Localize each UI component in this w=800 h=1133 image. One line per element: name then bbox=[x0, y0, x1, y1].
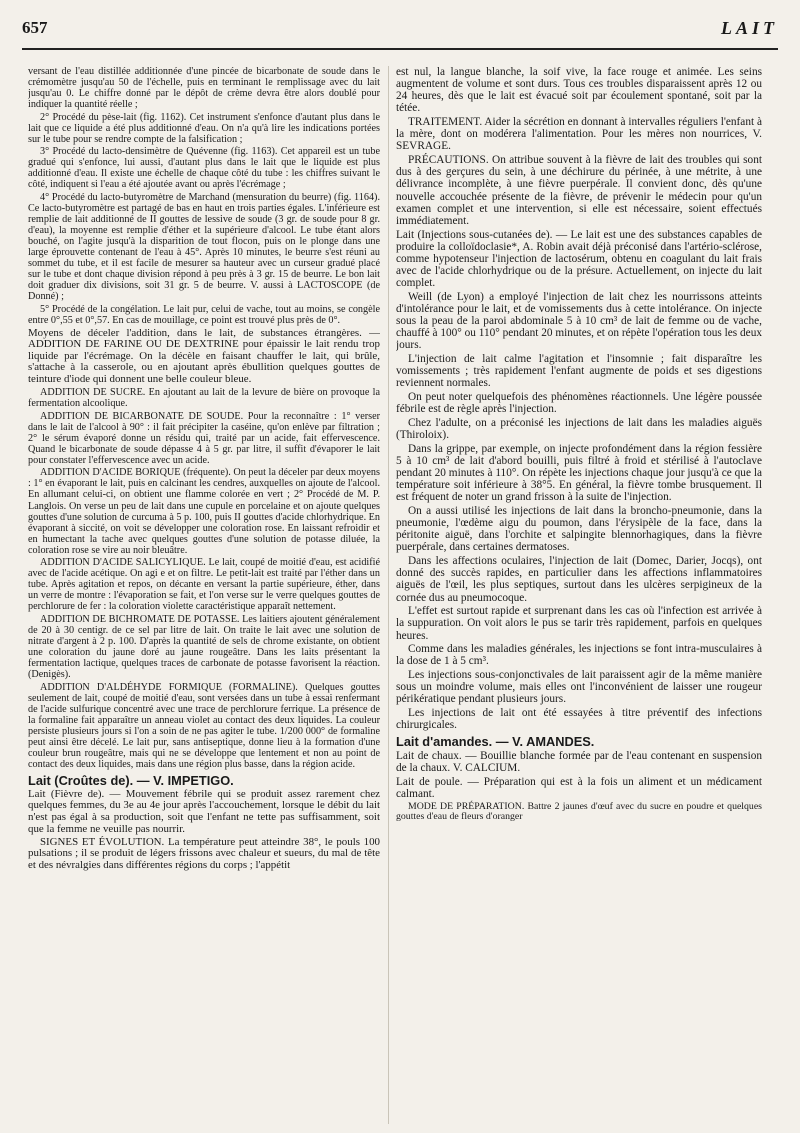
paragraph: ADDITION DE BICARBONATE DE SOUDE. Pour la reconnaître : 1° verser dans le lait de l'alcool à 90° : il fait précipiter la caséine, qu'on enlève par filtration ; 2° le sérum évaporé donne un résidu qui, traité par un acide, fait effervescence. Quand le bicarbonate de soude dépasse 4 à 5 gr. par litre, il suffit d'évaporer le lait pour constater l'effervescence avec un acide. bbox=[28, 410, 380, 466]
paragraph: MODE DE PRÉPARATION. Battre 2 jaunes d'œuf avec du sucre en poudre et quelques gouttes d'eau de fleurs d'oranger bbox=[396, 800, 762, 823]
entry-paragraph: Lait (Fièvre de). — Mouvement fébrile qui se produit assez rarement chez quelques femmes, du 3e au 4e jour après l'accouchement, lorsque le débit du lait n'est pas égal à sa production, soit que l'enfant ne tette pas suffisamment, soit que la femme ne veuille pas nourrir. bbox=[28, 787, 380, 835]
paragraph: PRÉCAUTIONS. On attribue souvent à la fièvre de lait des troubles qui sont dus à des gerçures du sein, à une déchirure du périnée, à une métrite, à une délivrance incomplète, à une fièvre puerpérale. Il convient donc, dès qu'une nouvelle accouchée présente de la fièvre, de prévenir le médecin pour qu'un examen complet et une intervention, si elle est nécessaire, soient effectués immédiatement. bbox=[396, 154, 762, 227]
paragraph: Dans les affections oculaires, l'injection de lait (Domec, Darier, Jocqs), ont donné des succès rapides, en particulier dans les affections inflammatoires aiguës de l'œil, les plus septiques, surtout dans les ulcères serpigineux de la cornée dus au pneumocoque. bbox=[396, 555, 762, 604]
column-divider bbox=[388, 66, 389, 1124]
paragraph: ADDITION DE BICHROMATE DE POTASSE. Les laitiers ajoutent généralement de 20 à 30 centigr. de ce sel par litre de lait. On traite le lait avec une solution de nitrate d'argent à 2 p. 100. D'après la quantité de sels de chrome existante, on obtient une coloration du jaune doré au jaune rougeâtre. Dans les laits présentant la fermentation lactique, quelques traces de carbonate de potasse favorisent la réaction. (Denigès). bbox=[28, 613, 380, 681]
section-heading-paragraph: Moyens de déceler l'addition, dans le lait, de substances étrangères. — ADDITION DE FARINE OU DE DEXTRINE pour épaissir le lait rendu trop liquide par l'écrémage. On la décèle en faisant chauffer le lait, qui brûle, s'attache à la casserole, ou en ajoutant après ébullition quelques gouttes de teinture d'iode qui donnent une belle couleur bleue. bbox=[28, 326, 380, 385]
paragraph: Dans la grippe, par exemple, on injecte profondément dans la région fessière 5 à 10 cm³ de lait d'abord bouilli, puis filtré à froid et stérilisé à l'autoclave pendant 20 minutes à 110°. On répète les injections chaque jour jusqu'à ce que la température soit inférieure à 38°5. En général, la fièvre tombe brusquement. Il est fréquent de noter un grand frisson à la suite de l'injection. bbox=[396, 442, 762, 504]
left-column bbox=[28, 66, 380, 1124]
header-rule bbox=[22, 48, 778, 50]
entry-heading: Lait (Croûtes de). — V. IMPETIGO. bbox=[28, 773, 234, 789]
paragraph: Les injections de lait ont été essayées à titre préventif des infections chirurgicales. bbox=[396, 706, 762, 732]
running-title: LAIT bbox=[720, 18, 778, 38]
paragraph: ADDITION DE SUCRE. En ajoutant au lait de la levure de bière on provoque la fermentation alcoolique. bbox=[28, 387, 380, 410]
entry-paragraph: Lait de poule. — Préparation qui est à la fois un aliment et un médicament calmant. bbox=[396, 775, 762, 800]
paragraph: L'effet est surtout rapide et surprenant dans les cas où l'infection est arrivée à la suppuration. On voit alors le pus se tarir très rapidement, parfois en quelques heures. bbox=[396, 605, 762, 642]
entry-heading: Lait d'amandes. — V. AMANDES. bbox=[396, 734, 595, 750]
paragraph: versant de l'eau distillée additionnée d'une pincée de bicarbonate de soude dans le crémomètre jusqu'au 50 de l'échelle, puis en terminant le remplissage avec du lait jusqu'au 0. Le chiffre donné par le dépôt de crème devra être alors doublé pour indiquer la quantité réelle ; bbox=[28, 66, 380, 111]
paragraph: ADDITION D'ALDÉHYDE FORMIQUE (FORMALINE). Quelques gouttes seulement de lait, coupé de moitié d'eau, sont versées dans un tube à essai renfermant de l'acide sulfurique concentré avec une trace de perchlorure ferrique. La présence de la formaline fait apparaître un anneau violet au contact des deux liquides. La couleur persiste plusieurs jours si l'on a soin de ne pas agiter le tube. 1/200 000° de formaline peut ainsi être décelé. Le lait pur, sans antiseptique, donne lieu à la formation d'une couleur brun rougeâtre, mais qui ne se développe que lentement et non au point de contact des deux liquides, mais dans une région plus basse, dans la région acide. bbox=[28, 681, 380, 771]
paragraph: ADDITION D'ACIDE SALICYLIQUE. Le lait, coupé de moitié d'eau, est acidifié avec de l'acide acétique. On agi e et on filtre. Le petit-lait est traité par l'éther dans un tube. Après agitation et repos, on décante en versant la partie supérieure, éther, dans un verre de montre : l'évaporation se fait, et l'on verse sur le verre quelques gouttes de perchlorure de fer : la coloration violette caractéristique apparaît nettement. bbox=[28, 557, 380, 613]
entry-paragraph: Lait de chaux. — Bouillie blanche formée par de l'eau contenant en suspension de la chaux. V. CALCIUM. bbox=[396, 749, 762, 775]
paragraph: Chez l'adulte, on a préconisé les injections de lait dans les maladies aiguës (Thiroloix). bbox=[396, 416, 762, 442]
paragraph: ADDITION D'ACIDE BORIQUE (fréquente). On peut la déceler par deux moyens : 1° en évaporant le lait, puis en calcinant les cendres, auxquelles on ajoute de l'alcool. En allumant celui-ci, on obtient une flamme colorée en vert ; 2° Procédé de M. P. Langlois. On verse un peu de lait dans une cupule en porcelaine et on ajoute quelques gouttes d'une solution de curcuma à 5 p. 100, puis II gouttes d'acide chlorhydrique. En évaporant à siccité, on voit se développer une coloration rose. En laissant refroidir et en humectant la tache avec quelques gouttes d'une solution de potasse diluée, la coloration rose se vire au noir bleuâtre. bbox=[28, 467, 380, 556]
paragraph: SIGNES ET ÉVOLUTION. La température peut atteindre 38°, le pouls 100 pulsations ; il se produit de légers frissons avec chaleur et sueurs, du mal de tête et des névralgies dans différentes régions du corps ; l'appétit bbox=[28, 835, 380, 871]
paragraph: 4° Procédé du lacto-butyromètre de Marchand (mensuration du beurre) (fig. 1164). Ce lacto-butyromètre est partagé de bas en haut en trois parties égales. L'inférieure est remplie de lait additionné de II gouttes de lessive de soude (3 gr. de soude pour 8 gr. d'eau), la moyenne est remplie d'éther et la supérieure d'alcool. Le tube étant alors bouché, on l'agite jusqu'à la disparition de tout flocon, puis on le plonge dans une large éprouvette contenant de l'eau à 45°. Après 10 minutes, le beurre s'est réuni au sommet du tube, et il est facile de mesurer sa hauteur avec un curseur gradué placé sur le tube et dont chaque division répond à peu près à 3 gr. 15 de beurre. Le bon lait doit graduer dix divisions, soit 31 gr. 5 de beurre. V. aussi à LACTOSCOPE (de Donné) ; bbox=[28, 192, 380, 303]
paragraph: est nul, la langue blanche, la soif vive, la face rouge et animée. Les seins augmentent de volume et sont durs. Tous ces troubles disparaissent après 12 ou 24 heures, dès que le lait est évacué soit par écoulement spontané, soit par la tétée. bbox=[396, 66, 762, 115]
paragraph: Comme dans les maladies générales, les injections se font intra-musculaires à la dose de 1 à 5 cm³. bbox=[396, 643, 762, 668]
paragraph: TRAITEMENT. Aider la sécrétion en donnant à intervalles réguliers l'enfant à la mère, dont on modérera l'alimentation. Pour les mères non nourrices, V. SEVRAGE. bbox=[396, 116, 762, 153]
paragraph: Les injections sous-conjonctivales de lait paraissent agir de la même manière sous un moindre volume, mais elles ont l'inconvénient de laisser une rougeur périkératique pendant plusieurs jours. bbox=[396, 669, 762, 706]
paragraph: 5° Procédé de la congélation. Le lait pur, celui de vache, tout au moins, se congèle entre 0°,55 et 0°,57. En cas de mouillage, ce point est trouvé plus près de 0°. bbox=[28, 303, 380, 327]
paragraph: On peut noter quelquefois des phénomènes réactionnels. Une légère poussée fébrile est de règle après l'injection. bbox=[396, 391, 762, 416]
right-column bbox=[396, 66, 762, 1124]
paragraph: L'injection de lait calme l'agitation et l'insomnie ; fait disparaître les vomissements ; très rapidement l'enfant augmente de poids et ses digestions reviennent normales. bbox=[396, 353, 762, 390]
paragraph: 2° Procédé du pèse-lait (fig. 1162). Cet instrument s'enfonce d'autant plus dans le lait que ce liquide a été plus additionné d'eau. On n'a qu'à lire les indications portées sur le tube pour se rendre compte de la falsification ; bbox=[28, 111, 380, 145]
page-number: 657 bbox=[22, 18, 48, 37]
entry-paragraph: Lait (Injections sous-cutanées de). — Le lait est une des substances capables de produire la colloïdoclasie*, A. Robin avait déjà préconisé dans l'artério-sclérose, comme hypotenseur l'injection de lactosérum, obtenu en coagulant du lait frais avec de l'acide chlorhydrique ou de la présure. Actuellement, on injecte du lait complet. bbox=[396, 228, 762, 290]
paragraph: Weill (de Lyon) a employé l'injection de lait chez les nourrissons atteints d'intolérance pour le lait, et de vomissements dus à cette intolérance. On injecte sous la peau de la paroi abdominale 5 à 10 cm³ de lait de femme ou de vache, chauffé à 100° ou 110° pendant 20 minutes, et on répète l'opération tous les deux jours. bbox=[396, 290, 762, 352]
paragraph: On a aussi utilisé les injections de lait dans la broncho-pneumonie, dans la pneumonie, l'œdème aigu du poumon, dans l'érysipèle de la face, dans la péritonite aiguë, dans l'orchite et salpingite blennorhagiques, dans la fièvre puerpérale, dans certaines dermatoses. bbox=[396, 504, 762, 554]
page-header bbox=[22, 18, 778, 44]
paragraph: 3° Procédé du lacto-densimètre de Quévenne (fig. 1163). Cet appareil est un tube gradué qui s'enfonce, lui aussi, d'autant plus dans le lait que le liquide est plus additionné d'eau. Il existe une échelle de chaque côté du tube : les chiffres suivant le côté, indiquent si l'eau a été ajoutée avant ou après l'écrémage ; bbox=[28, 146, 380, 191]
